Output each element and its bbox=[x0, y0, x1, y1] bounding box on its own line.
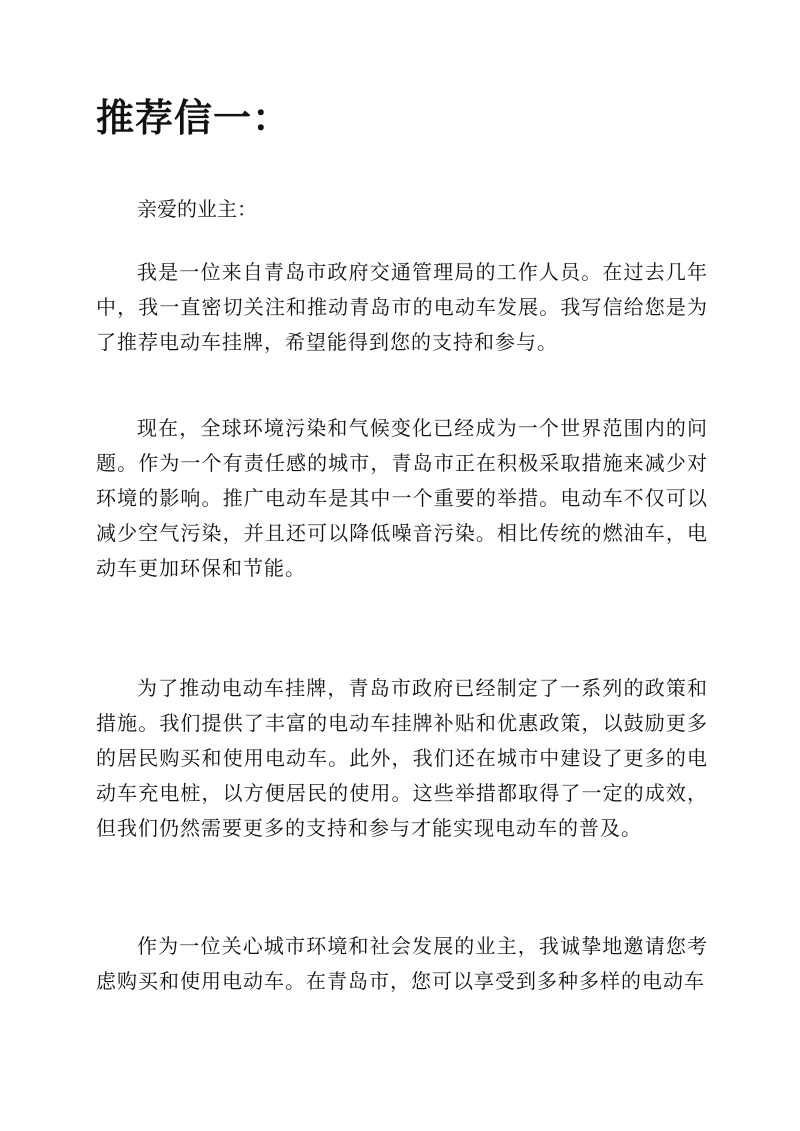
salutation: 亲爱的业主： bbox=[137, 197, 257, 221]
paragraph-4: 作为一位关心城市环境和社会发展的业主，我诚挚地邀请您考虑购买和使用电动车。在青岛市，您可以享受到多种多样的电动车 bbox=[96, 934, 708, 993]
paragraph-2: 现在，全球环境污染和气候变化已经成为一个世界范围内的问题。作为一个有责任感的城市，青岛市正在积极采取措施来减少对环境的影响。推广电动车是其中一个重要的举措。电动车不仅可以减少空气污染，并且还可以降低噪音污染。相比传统的燃油车，电动车更加环保和节能。 bbox=[96, 416, 708, 580]
paragraph-3: 为了推动电动车挂牌，青岛市政府已经制定了一系列的政策和措施。我们提供了丰富的电动车挂牌补贴和优惠政策，以鼓励更多的居民购买和使用电动车。此外，我们还在城市中建设了更多的电动车充电桩，以方便居民的使用。这些举措都取得了一定的成效，但我们仍然需要更多的支持和参与才能实现电动车的普及。 bbox=[96, 676, 708, 840]
paragraph-1: 我是一位来自青岛市政府交通管理局的工作人员。在过去几年中，我一直密切关注和推动青岛市的电动车发展。我写信给您是为了推荐电动车挂牌，希望能得到您的支持和参与。 bbox=[96, 260, 708, 354]
document-title: 推荐信一： bbox=[96, 95, 292, 140]
